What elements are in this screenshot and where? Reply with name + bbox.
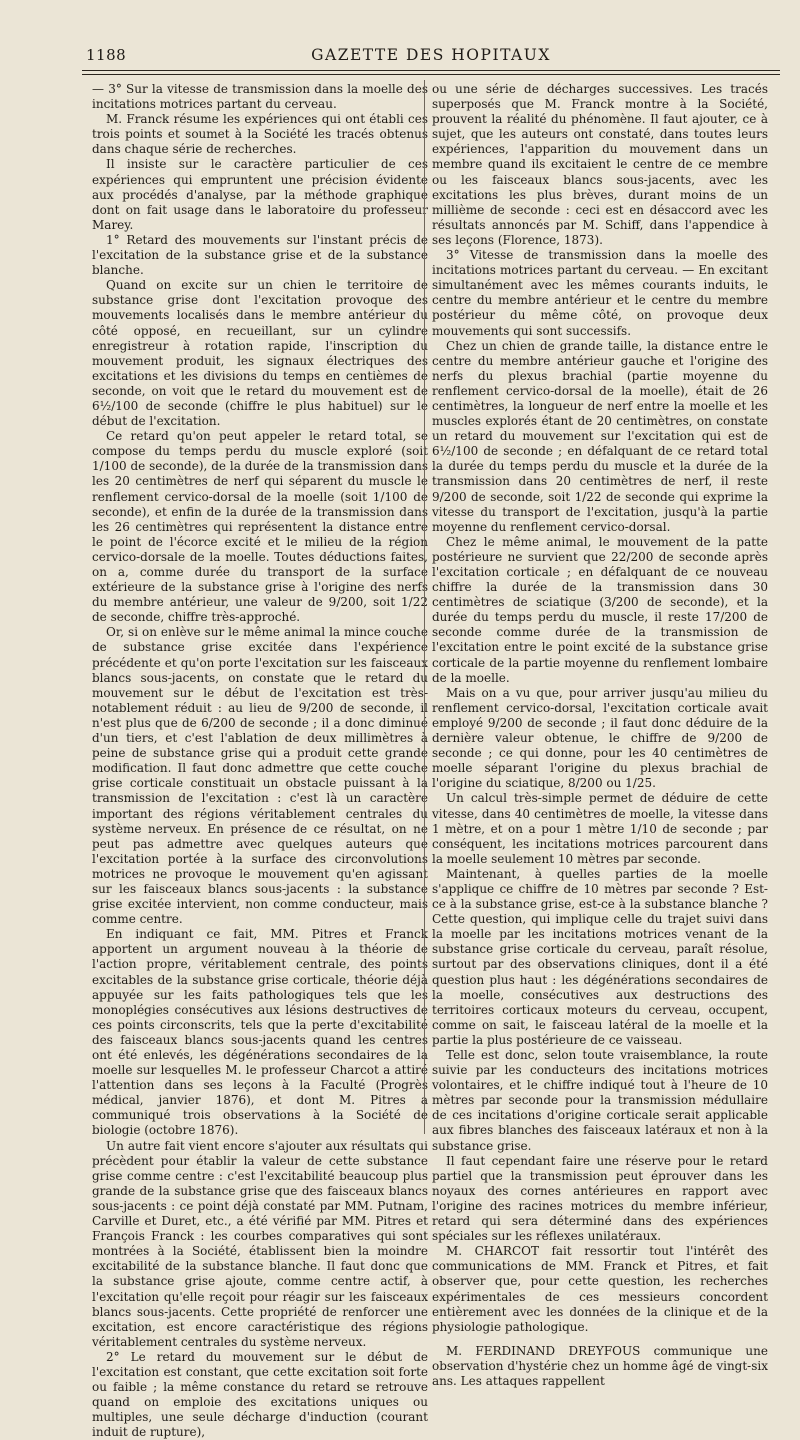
paragraph: Quand on excite sur un chien le territoire de substance grise dont l'excitation provoque des mouvements localisés dans le membre antérieur du côté opposé, en recueillant, sur un cylindre enregistreur à rotation rapide, l'inscription du mouvement produit, les signaux électriques des excitations et les divisions du temps en centièmes de seconde, on voit que le retard du mouvement est de 6½/100 de seconde (chiffre le plus habituel) sur le début de l'excitation. [92, 278, 428, 429]
right-column [432, 82, 768, 1389]
journal-title: GAZETTE DES HOPITAUX [311, 46, 551, 64]
paragraph: Chez le même animal, le mouvement de la patte postérieure ne survient que 22/200 de seconde après l'excitation corticale ; en défalquant de ce nouveau chiffre la durée de la transmission dans 30 centimètres de sciatique (3/200 de seconde), et la durée du temps perdu du muscle, il reste 17/200 de seconde comme durée de la transmission de l'excitation entre le point excité de la substance grise corticale de la partie moyenne du renflement lombaire de la moelle. [432, 534, 768, 685]
paragraph: Il faut cependant faire une réserve pour le retard partiel que la transmission peut éprouver dans les noyaux des cornes antérieures en rapport avec l'origine des racines motrices du membre inférieur, retard qui sera déterminé dans des expériences spéciales sur les réflexes unilatéraux. [432, 1153, 768, 1244]
paragraph: Mais on a vu que, pour arriver jusqu'au milieu du renflement cervico-dorsal, l'excitation corticale avait employé 9/200 de seconde ; il faut donc déduire de la dernière valeur obtenue, le chiffre de 9/200 de seconde ; ce qui donne, pour les 40 centimètres de moelle séparant l'origine du plexus brachial de l'origine du sciatique, 8/200 ou 1/25. [432, 685, 768, 791]
paragraph: M. Franck résume les expériences qui ont établi ces trois points et soumet à la Société les tracés obtenus dans chaque série de recherches. [92, 112, 428, 157]
column-divider [424, 80, 425, 1134]
paragraph: Il insiste sur le caractère particulier de ces expériences qui empruntent une précision évidente aux procédés d'analyse, par la méthode graphique dont on fait usage dans le laboratoire du professeur Marey. [92, 157, 428, 232]
paragraph: M. FERDINAND DREYFOUS communique une observation d'hystérie chez un homme âgé de vingt-six ans. Les attaques rappellent [432, 1343, 768, 1388]
section-heading: — 3° Sur la vitesse de transmission dans la moelle des incitations motrices partant du cerveau. [92, 82, 428, 112]
paragraph: Ce retard qu'on peut appeler le retard total, se compose du temps perdu du muscle exploré (soit 1/100 de seconde), de la durée de la transmission dans les 20 centimètres de nerf qui séparent du muscle le renflement cervico-dorsal de la moelle (soit 1/100 de seconde), et enfin de la durée de la transmission dans les 26 centimètres qui représentent la distance entre le point de l'écorce excité et le milieu de la région cervico-dorsale de la moelle. Toutes déductions faites, on a, comme durée du transport de la surface extérieure de la substance grise à l'origine des nerfs du membre antérieur, une valeur de 9/200, soit 1/22 de seconde, chiffre très-approché. [92, 429, 428, 625]
paragraph: Chez un chien de grande taille, la distance entre le centre du membre antérieur gauche et l'origine des nerfs du plexus brachial (partie moyenne du renflement cervico-dorsal de la moelle), était de 26 centimètres, la longueur de nerf entre la moelle et les muscles explorés étant de 20 centimètres, on constate un retard du mouvement sur l'excitation qui est de 6½/100 de seconde ; en défalquant de ce retard total la durée du temps perdu du muscle et la durée de la transmission dans 20 centimètres de nerf, il reste 9/200 de seconde, soit 1/22 de seconde qui exprime la vitesse du transport de l'excitation, jusqu'à la partie moyenne du renflement cervico-dorsal. [432, 338, 768, 534]
left-column [92, 82, 428, 1440]
paragraph: Maintenant, à quelles parties de la moelle s'applique ce chiffre de 10 mètres par seconde ? Est-ce à la substance grise, est-ce à la substance blanche ? Cette question, qui implique celle du trajet suivi dans la moelle par les incitations motrices venant de la substance grise corticale du cerveau, paraît résolue, surtout par des observations cliniques, dont il a été question plus haut : les dégénérations secondaires de la moelle, consécutives aux destructions des territoires corticaux moteurs du cerveau, occupent, comme on sait, le faisceau latéral de la moelle et la partie la plus postérieure de ce vaisseau. [432, 866, 768, 1047]
paragraph: M. CHARCOT fait ressortir tout l'intérêt des communications de MM. Franck et Pitres, et fait observer que, pour cette question, les recherches expérimentales de ces messieurs concordent entièrement avec les données de la clinique et de la physiologie pathologique. [432, 1244, 768, 1334]
paragraph: 3° Vitesse de transmission dans la moelle des incitations motrices partant du cerveau. — En excitant simultanément avec les mêmes courants induits, le centre du membre antérieur et le centre du membre postérieur du même côté, on provoque deux mouvements qui sont successifs. [432, 248, 768, 338]
paragraph: Un autre fait vient encore s'ajouter aux résultats qui précèdent pour établir la valeur de cette substance grise comme centre : c'est l'excitabilité beaucoup plus grande de la substance grise que des faisceaux blancs sous-jacents : ce point déjà constaté par MM. Putnam, Carville et Duret, etc., a été vérifié par MM. Pitres et François Franck : les courbes comparatives qui sont montrées à la Société, établissent bien la moindre excitabilité de la substance blanche. Il faut donc que la substance grise ajoute, comme centre actif, à l'excitation qu'elle reçoit pour réagir sur les faisceaux blancs sous-jacents. Cette propriété de renforcer une excitation, est encore caractéristique des régions véritablement centrales du système nerveux. [92, 1138, 428, 1349]
paragraph: Un calcul très-simple permet de déduire de cette vitesse, dans 40 centimètres de moelle, la vitesse dans 1 mètre, et on a pour 1 mètre 1/10 de seconde ; par conséquent, les incitations motrices parcourent dans la moelle seulement 10 mètres par seconde. [432, 791, 768, 866]
paragraph: ou une série de décharges successives. Les tracés superposés que M. Franck montre à la Société, prouvent la réalité du phénomène. Il faut ajouter, ce à sujet, que les auteurs ont constaté, dans toutes leurs expériences, l'apparition du mouvement dans un membre quand ils excitaient le centre de ce membre ou les faisceaux blancs sous-jacents, avec les excitations les plus brèves, durant moins de un millième de seconde : ceci est en désaccord avec les résultats annoncés par M. Schiff, dans l'appendice à ses leçons (Florence, 1873). [432, 82, 768, 247]
paragraph: Or, si on enlève sur le même animal la mince couche de substance grise excitée dans l'expérience précédente et qu'on porte l'excitation sur les faisceaux blancs sous-jacents, on constate que le retard du mouvement sur le début de l'excitation est très-notablement réduit : au lieu de 9/200 de seconde, il n'est plus que de 6/200 de seconde ; il a donc diminué d'un tiers, et c'est l'ablation de deux millimètres à peine de substance grise qui a produit cette grande modification. Il faut donc admettre que cette couche grise corticale constituait un obstacle puissant à la transmission de l'excitation : c'est là un caractère important des régions véritablement centrales du système nerveux. En présence de ce résultat, on ne peut pas admettre avec quelques auteurs que l'excitation portée à la surface des circonvolutions motrices ne provoque le mouvement qu'en agissant sur les faisceaux blancs sous-jacents : la substance grise excitée intervient, non comme conducteur, mais comme centre. [92, 625, 428, 927]
header-rule-thin [82, 74, 780, 75]
running-header [82, 42, 780, 68]
page-number: 1188 [86, 46, 127, 64]
paragraph: 2° Le retard du mouvement sur le début de l'excitation est constant, que cette excitation soit forte ou faible ; la même constance du retard se retrouve quand on emploie des excitations uniques ou multiples, une seule décharge d'induction (courant induit de rupture), [92, 1349, 428, 1440]
header-rule [82, 70, 780, 71]
subsection-heading: 1° Retard des mouvements sur l'instant précis de l'excitation de la substance grise et de la substance blanche. [92, 232, 428, 278]
paragraph: En indiquant ce fait, MM. Pitres et Franck apportent un argument nouveau à la théorie de l'action propre, véritablement centrale, des points excitables de la substance grise corticale, théorie déjà appuyée sur les faits pathologiques tels que les monoplégies consécutives aux lésions destructives de ces points circonscrits, tels que la perte d'excitabilité des faisceaux blancs sous-jacents quand les centres ont été enlevés, les dégénérations secondaires de la moelle sur lesquelles M. le professeur Charcot a attiré l'attention dans ses leçons à la Faculté (Progrès médical, janvier 1876), et dont M. Pitres a communiqué trois observations à la Société de biologie (octobre 1876). [92, 927, 428, 1138]
paragraph: Telle est donc, selon toute vraisemblance, la route suivie par les conducteurs des incitations motrices volontaires, et le chiffre indiqué tout à l'heure de 10 mètres par seconde pour la transmission médullaire de ces incitations d'origine corticale serait applicable aux fibres blanches des faisceaux latéraux et non à la substance grise. [432, 1048, 768, 1153]
